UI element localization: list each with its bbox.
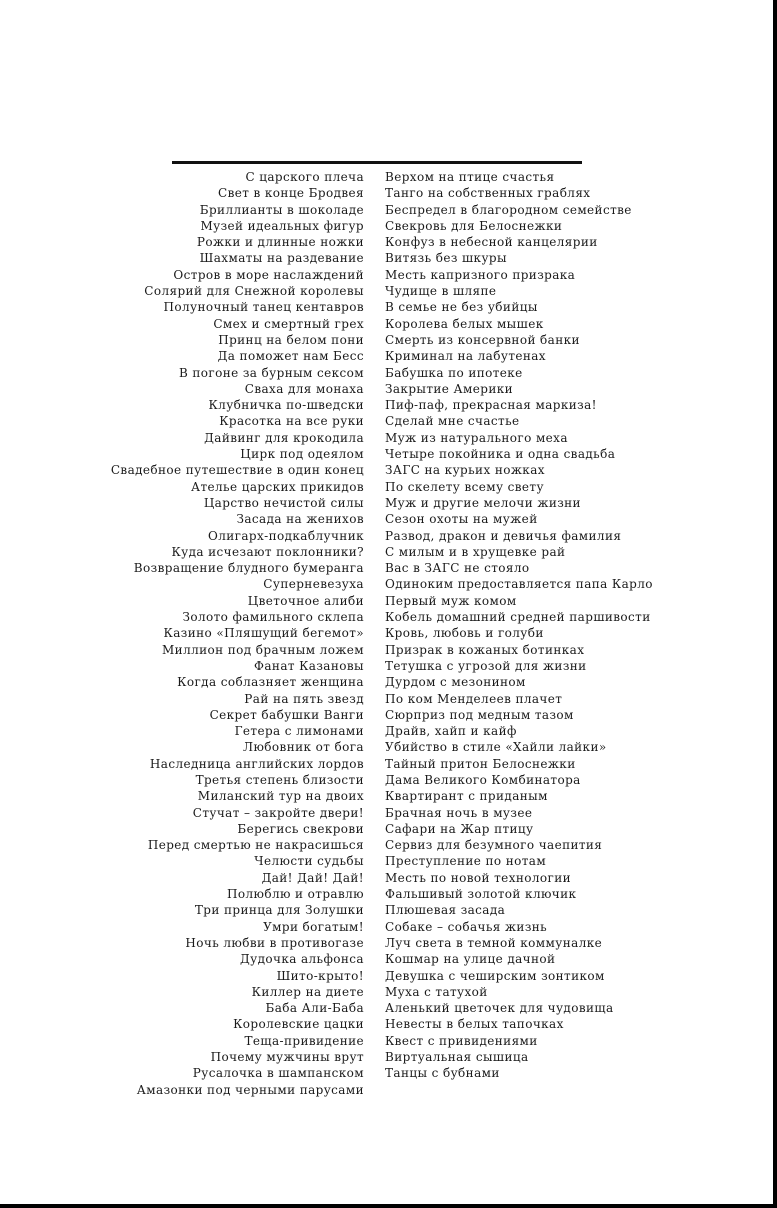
book-title: Развод, дракон и девичья фамилия [385,528,622,543]
book-title: Золото фамильного склепа [182,610,364,625]
book-title: Месть капризного призрака [385,267,576,282]
book-title: Цветочное алиби [247,593,364,608]
book-title: Перед смертью не накрасишься [147,838,364,853]
book-title: ЗАГС на курьих ножках [385,463,545,478]
book-title: Смех и смертный грех [213,316,364,331]
book-title: Миланский тур на двоих [197,789,364,804]
book-title: Криминал на лабутенах [385,349,546,364]
book-title: Муж и другие мелочи жизни [385,495,581,510]
book-title: Остров в море наслаждений [173,267,364,282]
book-title: Теща-привидение [244,1033,364,1048]
book-title: Пиф-паф, прекрасная маркиза! [385,398,597,413]
book-title: Секрет бабушки Ванги [209,707,364,722]
book-title: Убийство в стиле «Хайли лайки» [385,740,607,755]
book-title: Квартирант с приданым [385,789,548,804]
book-title: Аленький цветочек для чудовища [385,1001,614,1016]
book-title: Кошмар на улице дачной [385,952,556,967]
book-title: Умри богатым! [263,919,364,934]
book-title: Виртуальная сышица [385,1050,529,1065]
book-title: Призрак в кожаных ботинках [385,642,585,657]
book-title: Дудочка альфонса [239,952,364,967]
book-title: Свадебное путешествие в один конец [110,463,364,478]
book-title: Невесты в белых тапочках [385,1017,564,1032]
book-title: Почему мужчины врут [210,1050,364,1065]
book-title: Сервиз для безумного чаепития [385,838,603,853]
book-title: Фанат Казановы [254,658,364,673]
book-title: По ком Менделеев плачет [385,691,563,706]
book-title: По скелету всему свету [385,479,544,494]
book-title: Закрытие Америки [385,381,514,396]
book-title: Королева белых мышек [385,316,544,331]
book-title: Кобель домашний средней паршивости [385,610,651,625]
book-title: Ночь любви в противогазе [185,935,364,950]
book-title: Конфуз в небесной канцелярии [385,235,598,250]
book-title: Три принца для Золушки [194,903,364,918]
book-title: Собаке – собачья жизнь [385,919,548,934]
book-title: Клубничка по-шведски [208,398,364,413]
book-title: Бабушка по ипотеке [385,365,523,380]
book-title: Свекровь для Белоснежки [385,218,563,233]
book-title: Ателье царских прикидов [191,479,364,494]
book-title: Шито-крыто! [276,968,364,983]
book-title: Королевские цацки [233,1017,364,1032]
book-title: Сваха для монаха [244,381,364,396]
book-title: Третья степень близости [195,772,364,787]
book-title: Беспредел в благородном семействе [385,202,632,217]
book-title: Дайвинг для крокодила [204,430,364,445]
book-title: Олигарх-подкаблучник [207,528,364,543]
book-title: Царство нечистой силы [203,495,364,510]
book-title: Дама Великого Комбинатора [385,772,581,787]
book-title: Месть по новой технологии [385,870,572,885]
book-title: Драйв, хайп и кайф [385,724,517,739]
book-title: Баба Али-Баба [265,1001,364,1016]
book-title: Сделай мне счастье [385,414,520,429]
book-title: Полюблю и отравлю [226,887,364,902]
book-title: В погоне за бурным сексом [178,365,364,380]
book-title: Квест с привидениями [385,1033,538,1048]
book-title: Дурдом с мезонином [385,675,526,690]
book-title: Кровь, любовь и голуби [385,626,544,641]
book-title: Когда соблазняет женщина [177,675,364,690]
book-title: Русалочка в шампанском [192,1066,364,1081]
book-title: Фальшивый золотой ключик [385,887,577,902]
book-title: Куда исчезают поклонники? [171,544,364,559]
book-title: Казино «Пляшущий бегемот» [163,626,364,641]
book-title: Да поможет нам Бесс [217,349,364,364]
book-title: Челюсти судьбы [254,854,364,869]
book-title: Сезон охоты на мужей [385,512,538,527]
book-title: Танцы с бубнами [385,1066,500,1081]
book-title: Чудище в шляпе [385,284,497,299]
header-rule [172,161,582,164]
book-title: Амазонки под черными парусами [136,1082,364,1097]
book-title: Суперневезуха [263,577,364,592]
book-title: Красотка на все руки [219,414,364,429]
book-title: Солярий для Снежной королевы [144,284,364,299]
book-title: Гетера с лимонами [234,724,364,739]
book-title: Муж из натурального меха [385,430,568,445]
book-title: Засада на женихов [236,512,364,527]
book-title: Шахматы на раздевание [199,251,364,266]
book-title: Наследница английских лордов [149,756,364,771]
book-title: Дай! Дай! Дай! [261,870,364,885]
book-title: Четыре покойника и одна свадьба [385,447,616,462]
book-title: В семье не без убийцы [385,300,538,315]
book-title: Возвращение блудного бумеранга [133,561,364,576]
book-title: Вас в ЗАГС не стояло [385,561,530,576]
book-title: Витязь без шкуры [385,251,507,266]
book-title: Свет в конце Бродвея [218,186,364,201]
book-title: Берегись свекрови [237,821,364,836]
book-title: Музей идеальных фигур [200,218,364,233]
book-title: Муха с татухой [385,984,488,999]
book-title: Любовник от бога [243,740,364,755]
book-title: С царского плеча [245,170,364,184]
book-title: Одиноким предоставляется папа Карло [385,577,653,592]
book-title: Полуночный танец кентавров [163,300,364,315]
book-title: С милым и в хрущевке рай [385,544,566,559]
book-title: Тайный притон Белоснежки [385,756,576,771]
book-title: Сюрприз под медным тазом [385,707,574,722]
book-title: Верхом на птице счастья [385,170,555,184]
book-title: Принц на белом пони [218,332,364,347]
book-title: Танго на собственных граблях [385,186,591,201]
title-list-right [385,169,715,1082]
book-title: Киллер на диете [251,984,364,999]
book-title: Девушка с чеширским зонтиком [385,968,605,983]
book-title: Брачная ночь в музее [385,805,533,820]
book-title: Рай на пять звезд [244,691,364,706]
book-title: Сафари на Жар птицу [385,821,534,836]
book-title: Бриллианты в шоколаде [199,202,364,217]
book-title: Первый муж комом [385,593,517,608]
book-title: Рожки и длинные ножки [196,235,364,250]
book-title: Миллион под брачным ложем [161,642,364,657]
book-title: Тетушка с угрозой для жизни [385,658,587,673]
book-title: Стучат – закройте двери! [192,805,364,820]
book-title: Луч света в темной коммуналке [385,935,603,950]
book-title: Преступление по нотам [385,854,547,869]
book-title: Плюшевая засада [385,903,506,918]
book-title: Смерть из консервной банки [385,332,580,347]
book-title: Цирк под одеялом [240,447,364,462]
title-list-left [84,169,364,1098]
